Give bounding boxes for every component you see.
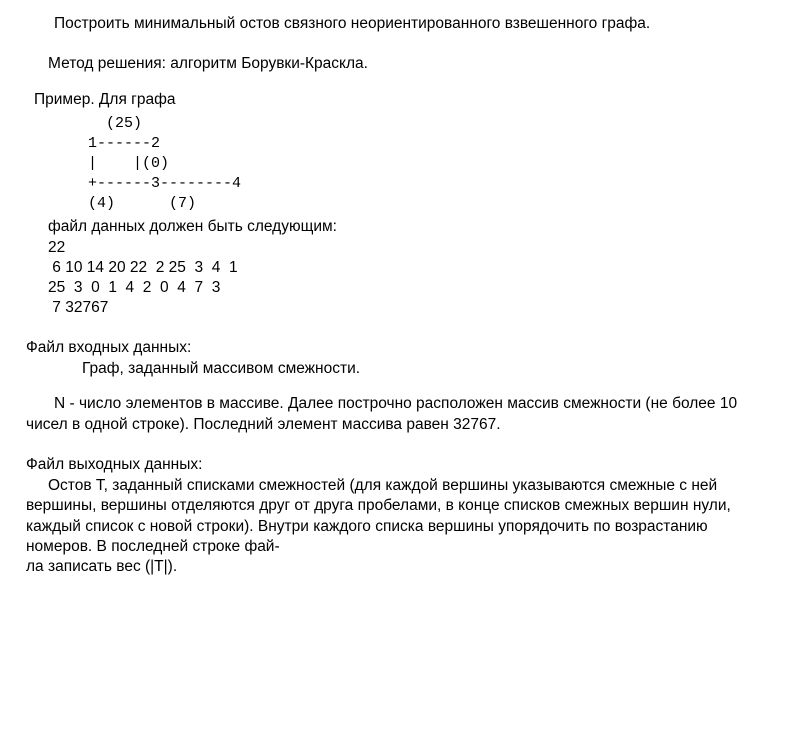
graph-ascii-art-line-2: 1------2 — [52, 135, 161, 153]
output-file-description-tail: ла записать вес (|Т|). — [26, 558, 178, 576]
input-file-note: N - число элементов в массиве. Далее построчно расположен массив смежности (не более 10 чисел в одной строке). Последний элемент массива равен 32767. — [26, 395, 742, 433]
input-file-title: Файл входных данных: — [26, 339, 192, 357]
data-line-1: 22 — [48, 238, 66, 256]
spacer — [26, 318, 763, 338]
data-file-caption: файл данных должен быть следующим: — [48, 218, 337, 236]
data-line-2: 6 10 14 20 22 2 25 3 4 1 — [48, 258, 238, 276]
data-line-4: 7 32767 — [48, 299, 109, 317]
graph-ascii-art-line-5: (4) (7) — [52, 194, 197, 212]
output-file-description: Остов Т, заданный списками смежностей (для каждой вершины указываются смежные с ней вершины, вершины отделяются друг от друга пробелами, в конце списков смежных вершин нули, каждый список с новой строки). Внутри каждого списка вершины упорядочить по возрастанию номеров. В последней строке фай- — [26, 476, 736, 555]
spacer — [26, 34, 763, 54]
graph-ascii-art-line-4: +------3--------4 — [52, 174, 242, 192]
input-file-description: Граф, заданный массивом смежности. — [82, 359, 361, 377]
example-intro: Пример. Для графа — [34, 90, 176, 108]
data-line-3: 25 3 0 1 4 2 0 4 7 3 — [48, 279, 221, 297]
spacer — [26, 75, 763, 90]
output-file-title: Файл выходных данных: — [26, 456, 203, 474]
solution-method: Метод решения: алгоритм Борувки-Краскла. — [48, 55, 368, 73]
graph-ascii-art-line-1: (25) — [52, 115, 143, 133]
spacer — [26, 379, 763, 394]
graph-ascii-art-line-3: | |(0) — [52, 154, 170, 172]
spacer — [26, 435, 763, 455]
task-statement: Построить минимальный остов связного неориентированного взвешенного графа. — [54, 15, 651, 32]
